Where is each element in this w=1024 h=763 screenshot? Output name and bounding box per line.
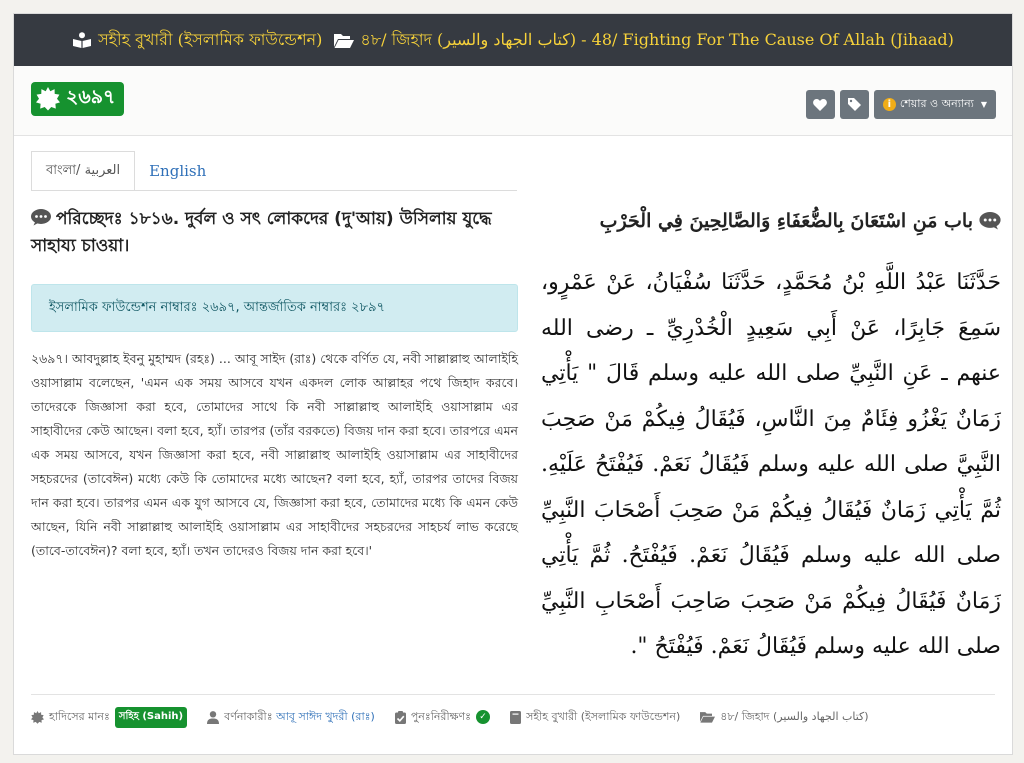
tag-button[interactable]: [840, 90, 869, 119]
hadith-narrator: বর্ণনাকারীঃ আবূ সাঈদ খুদরী (রাঃ): [207, 708, 375, 727]
hadith-numbers-info: ইসলামিক ফাউন্ডেশন নাম্বারঃ ২৬৯৭, আন্তর্জাতিক নাম্বারঃ ২৮৯৭: [31, 284, 518, 332]
certificate-icon: [36, 87, 60, 111]
hadith-grade: হাদিসের মানঃ সহিহ (Sahih): [31, 707, 187, 728]
comment-icon: [31, 209, 51, 226]
narrator-link[interactable]: আবূ সাঈদ খুদরী (রাঃ): [276, 709, 375, 723]
hadith-header: [14, 66, 1012, 136]
tab-english[interactable]: English: [149, 162, 207, 180]
language-tabs: [31, 151, 220, 191]
breadcrumb-book[interactable]: সহীহ বুখারী (ইসলামিক ফাউন্ডেশন): [72, 27, 322, 54]
arabic-panel: [541, 206, 1001, 670]
breadcrumb-chapter[interactable]: ৪৮/ জিহাদ (كتاب الجهاد والسير) - 48/ Fighting For The Cause Of Allah (Jihaad): [334, 27, 954, 54]
share-dropdown-button[interactable]: i শেয়ার ও অন্যান্য ▼: [874, 90, 996, 119]
tab-divider: [31, 190, 517, 191]
breadcrumb-bar: [14, 14, 1012, 66]
footer-book[interactable]: সহীহ বুখারী (ইসলামিক ফাউন্ডেশন): [510, 708, 680, 727]
folder-open-icon: [700, 711, 715, 723]
check-circle-icon: ✓: [476, 710, 490, 724]
hadith-card: [13, 13, 1013, 755]
bangla-hadith-text: ২৬৯৭। আবদুল্লাহ ইবনু মুহাম্মদ (রহঃ) ... আবূ সাইদ (রাঃ) থেকে বর্ণিত যে, নবী সাল্লাল্লাহু আলাইহি ওয়াসাল্লাম বলেছেন, 'এমন এক সময় আসবে যখন একদল লোক আল্লাহর পথে জিহাদ করবে। তাদেরকে জিজ্ঞাসা করা হবে, তোমাদের সাথে কি নবী সাল্লাল্লাহু আলাইহি ওয়াসাল্লাম এর সাহাবীদের কেউ আছেন। বলা হবে, হ্যাঁ। তারপর (তাঁর বরকতে) বিজয় দান করা হবে। তারপরে এমন এক সময় আসবে, যখন জিজ্ঞাসা করা হবে, নবী সাল্লাল্লাহু আলাইহি ওয়াসাল্লাম এর সাহাবীদের সহচরদের (তাবেঈন) মধ্যে কেউ কি তোমাদের মধ্যে আছেন? বলা হবে, হ্যাঁ, তারপর তাদের বিজয় দান করা হবে। তারপর এমন এক যুগ আসবে যে, জিজ্ঞাসা করা হবে, তোমাদের মধ্যে কি এমন কেউ আছেন, যিনি নবী সাল্লাল্লাহু আলাইহি ওয়াসাল্লাম এর সাহাবীদের সহচরদের সাহচর্য লাভ করেছে (তাবে-তাবেঈন)? বলা হবে, হ্যাঁ। তখন তাদেরও বিজয় দান করা হবে।': [31, 351, 518, 558]
user-icon: [207, 711, 219, 724]
bangla-chapter-heading: পরিচ্ছেদঃ ১৮১৬. দুর্বল ও সৎ লোকদের (দু'আয়) উসিলায় যুদ্ধে সাহায্য চাওয়া।: [31, 209, 492, 256]
book-icon: [510, 711, 521, 724]
tag-icon: [848, 98, 861, 111]
hadith-footer: [31, 694, 995, 739]
hadith-review: পুনঃনিরীক্ষণঃ ✓: [395, 708, 490, 727]
comment-icon: [979, 212, 1001, 230]
bangla-panel: [31, 206, 518, 563]
clipboard-check-icon: [395, 711, 406, 724]
favorite-button[interactable]: [806, 90, 835, 119]
arabic-hadith-text: حَدَّثَنَا عَبْدُ اللَّهِ بْنُ مُحَمَّدٍ، حَدَّثَنَا سُفْيَانُ، عَنْ عَمْرٍو، سَمِعَ جَابِرًا، عَنْ أَبِي سَعِيدٍ الْخُدْرِيِّ ـ رضى الله عنهم ـ عَنِ النَّبِيِّ صلى الله عليه وسلم قَالَ " يَأْتِي زَمَانٌ يَغْزُو فِئَامٌ مِنَ النَّاسِ، فَيُقَالُ فِيكُمْ مَنْ صَحِبَ النَّبِيَّ صلى الله عليه وسلم فَيُقَالُ نَعَمْ. فَيُفْتَحُ عَلَيْهِ. ثُمَّ يَأْتِي زَمَانٌ فَيُقَالُ فِيكُمْ مَنْ صَحِبَ أَصْحَابَ النَّبِيِّ صلى الله عليه وسلم فَيُقَالُ نَعَمْ. فَيُفْتَحُ. ثُمَّ يَأْتِي زَمَانٌ فَيُقَالُ فِيكُمْ مَنْ صَحِبَ صَاحِبَ أَصْحَابِ النَّبِيِّ صلى الله عليه وسلم فَيُقَالُ نَعَمْ. فَيُفْتَحُ ".: [541, 270, 1001, 659]
certificate-icon: [31, 711, 44, 724]
book-reader-icon: [72, 32, 92, 48]
heart-icon: [813, 99, 827, 111]
hadith-actions: [806, 90, 996, 119]
tab-bangla-arabic[interactable]: বাংলা/ العربية: [31, 151, 135, 191]
footer-chapter[interactable]: ৪৮/ জিহাদ (كتاب الجهاد والسير): [700, 708, 868, 727]
arabic-chapter-heading: باب مَنِ اسْتَعَانَ بِالضُّعَفَاءِ وَالصَّالِحِينَ فِي الْحَرْبِ: [541, 206, 1001, 236]
hadith-number-badge[interactable]: ২৬৯৭: [31, 82, 124, 116]
folder-open-icon: [334, 33, 354, 48]
caret-down-icon: ▼: [980, 100, 987, 109]
grade-badge[interactable]: সহিহ (Sahih): [115, 707, 187, 728]
info-icon: i: [883, 98, 896, 111]
